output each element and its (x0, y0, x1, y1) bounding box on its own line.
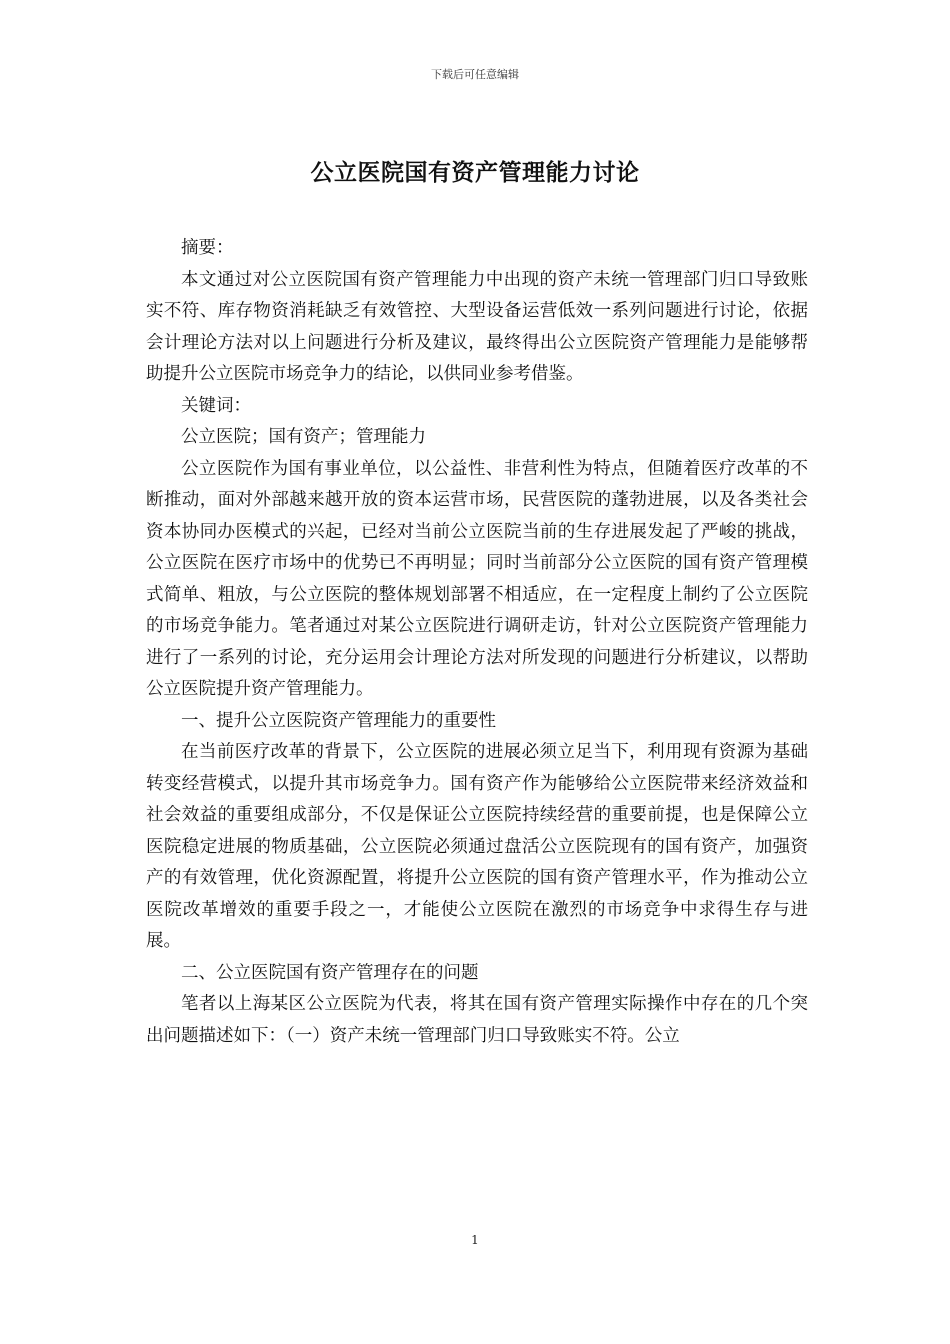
section-1-paragraph: 在当前医疗改革的背景下，公立医院的进展必须立足当下，利用现有资源为基础转变经营模式，以提升其市场竞争力。国有资产作为能够给公立医院带来经济效益和社会效益的重要组成部分，不仅是保证公立医院持续经营的重要前提，也是保障公立医院稳定进展的物质基础，公立医院必须通过盘活公立医院现有的国有资产，加强资产的有效管理，优化资源配置，将提升公立医院的国有资产管理水平，作为推动公立医院改革增效的重要手段之一，才能使公立医院在激烈的市场竞争中求得生存与进展。 (146, 742, 808, 951)
document-body (146, 233, 808, 1052)
section-2-paragraph: 笔者以上海某区公立医院为代表，将其在国有资产管理实际操作中存在的几个突出问题描述如下：（一）资产未统一管理部门归口导致账实不符。公立 (146, 994, 808, 1046)
header-note: 下载后可任意编辑 (431, 68, 519, 81)
document-title: 公立医院国有资产管理能力讨论 (310, 159, 640, 186)
keywords-paragraph: 公立医院；国有资产；管理能力 (181, 427, 426, 447)
section-heading-2: 二、公立医院国有资产管理存在的问题 (181, 962, 479, 983)
page-number: 1 (471, 1233, 479, 1247)
keywords-heading: 关键词： (181, 395, 251, 416)
abstract-paragraph: 本文通过对公立医院国有资产管理能力中出现的资产未统一管理部门归口导致账实不符、库存物资消耗缺乏有效管控、大型设备运营低效一系列问题进行讨论，依据会计理论方法对以上问题进行分析及建议，最终得出公立医院资产管理能力是能够帮助提升公立医院市场竞争力的结论，以供同业参考借鉴。 (146, 269, 808, 384)
abstract-heading: 摘要： (181, 238, 234, 258)
intro-paragraph: 公立医院作为国有事业单位，以公益性、非营利性为特点，但随着医疗改革的不断推动，面对外部越来越开放的资本运营市场，民营医院的蓬勃进展，以及各类社会资本协同办医模式的兴起，已经对当前公立医院当前的生存进展发起了严峻的挑战，公立医院在医疗市场中的优势已不再明显；同时当前部分公立医院的国有资产管理模式简单、粗放，与公立医院的整体规划部署不相适应，在一定程度上制约了公立医院的市场竞争能力。笔者通过对某公立医院进行调研走访，针对公立医院资产管理能力进行了一系列的讨论，充分运用会计理论方法对所发现的问题进行分析建议，以帮助公立医院提升资产管理能力。 (146, 458, 808, 699)
section-heading-1: 一、提升公立医院资产管理能力的重要性 (181, 710, 496, 731)
